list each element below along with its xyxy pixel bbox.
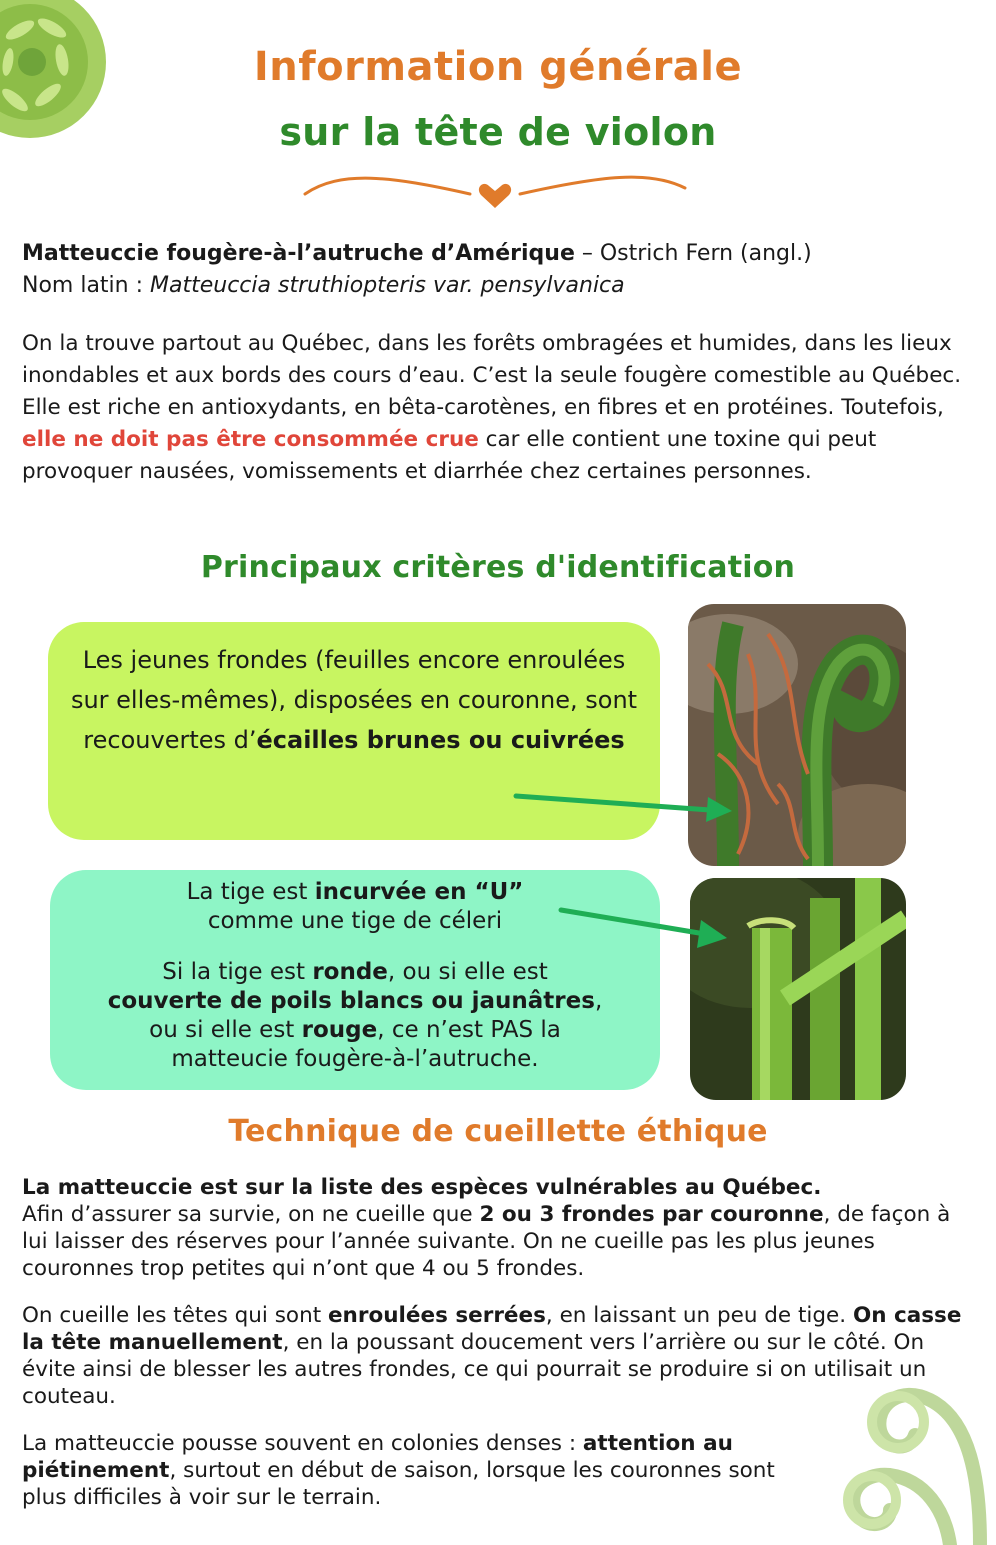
u-shape-highlight: incurvée en “U” bbox=[314, 879, 524, 905]
fern-fiddlehead-icon bbox=[830, 1360, 996, 1545]
harvest-heading: Technique de cueillette éthique bbox=[228, 1114, 768, 1149]
harvest-paragraph-2: On cueille les têtes qui sont enroulées serrées, en laissant un peu de tige. On casse la tête manuellement, en la poussant doucement vers l’arrière ou sur le côté. On évite ainsi de blesser les autres frondes, ce qui pourrait se produire si on utilisait un couteau. bbox=[22, 1303, 962, 1409]
identification-heading: Principaux critères d'identification bbox=[200, 550, 796, 585]
scales-criterion-box: Les jeunes frondes (feuilles encore enroulées sur elles-mêmes), disposées en couronne, sont recouvertes d’écailles brunes ou cuivrées bbox=[48, 622, 660, 840]
page-title: Information générale bbox=[253, 44, 743, 90]
raw-warning: elle ne doit pas être consommée crue bbox=[22, 427, 479, 452]
latin-name-label: Nom latin : bbox=[22, 273, 151, 298]
page-subtitle: sur la tête de violon bbox=[279, 110, 717, 154]
description-paragraph: On la trouve partout au Québec, dans les forêts ombragées et humides, dans les lieux inondables et aux bords des cours d’eau. C’est la seule fougère comestible au Québec. Elle est riche en antioxydants, en bêta-carotènes, en fibres et en protéines. Toutefois, elle ne doit pas être consommée crue car elle contient une toxine qui peut provoquer nausées, vomissements et diarrhée chez certaines personnes. bbox=[22, 331, 962, 484]
species-english-name: – Ostrich Fern (angl.) bbox=[574, 241, 812, 266]
species-names bbox=[22, 238, 972, 302]
harvest-paragraph-3: La matteuccie pousse souvent en colonies denses : attention au piétinement, surtout en début de saison, lorsque les couronnes sont plus difficiles à voir sur le terrain. bbox=[22, 1431, 775, 1510]
scales-highlight: écailles brunes ou cuivrées bbox=[256, 726, 625, 754]
heart-flourish-icon bbox=[300, 168, 690, 212]
harvest-paragraph-1: La matteuccie est sur la liste des espèces vulnérables au Québec. Afin d’assurer sa survie, on ne cueille que 2 ou 3 frondes par couronne, de façon à lui laisser des réserves pour l’année suivante. On ne cueille pas les plus jeunes couronnes trop petites qui n’ont que 4 ou 5 frondes. bbox=[22, 1175, 951, 1281]
latin-name: Matteuccia struthiopteris var. pensylvanica bbox=[150, 273, 625, 298]
species-common-name: Matteuccie fougère-à-l’autruche d’Amérique bbox=[22, 241, 575, 266]
arrow-to-scales-icon bbox=[510, 780, 740, 830]
arrow-to-stem-icon bbox=[555, 898, 735, 952]
stem-criterion-box: La tige est incurvée en “U” comme une tige de céleri Si la tige est ronde, ou si elle est couverte de poils blancs ou jaunâtres, ou si elle est rouge, ce n’est PAS la matteucie fougère-à-l’autruche. bbox=[50, 870, 660, 1090]
